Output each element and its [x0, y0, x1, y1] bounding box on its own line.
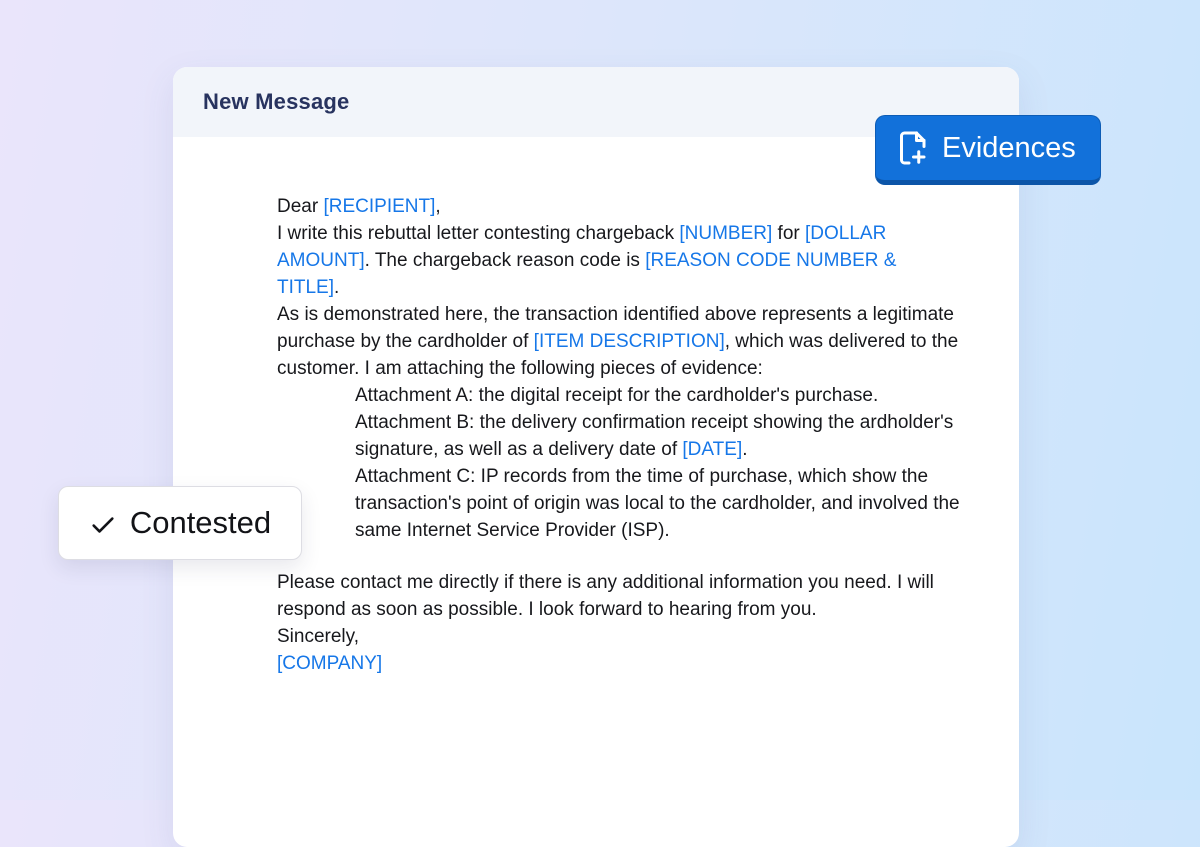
placeholder-token: [ITEM DESCRIPTION]	[533, 331, 725, 352]
evidences-button[interactable]	[875, 115, 1101, 185]
email-signature	[277, 650, 963, 677]
placeholder-token: [DATE]	[682, 439, 743, 460]
contested-status-badge	[58, 486, 302, 560]
attachment-item: Attachment B: the delivery confirmation receipt showing the ardholder's signature, as well as a delivery date of [DATE].	[355, 412, 954, 460]
placeholder-token: [RECIPIENT]	[323, 196, 436, 217]
check-icon	[89, 508, 117, 539]
contested-badge-label: Contested	[129, 505, 272, 540]
email-compose-area[interactable]	[173, 137, 1019, 677]
file-plus-icon	[894, 130, 930, 166]
email-sign-off: Sincerely,	[277, 626, 360, 647]
placeholder-token: [DOLLAR AMOUNT]	[277, 223, 887, 271]
placeholder-token: [COMPANY]	[277, 653, 383, 674]
email-paragraph: I write this rebuttal letter contesting chargeback [NUMBER] for [DOLLAR AMOUNT]. The chargeback reason code is [REASON CODE NUMBER & TITLE].	[277, 223, 897, 298]
email-paragraph: Please contact me directly if there is any additional information you need. I will respond as soon as possible. I look forward to hearing from you.	[277, 572, 934, 620]
attachment-item: Attachment C: IP records from the time of purchase, which show the transaction's point of origin was local to the cardholder, and involved the same Internet Service Provider (ISP).	[355, 466, 960, 541]
window-title: New Message	[203, 89, 350, 114]
placeholder-token: [NUMBER]	[679, 223, 773, 244]
email-greeting: Dear [RECIPIENT],	[277, 196, 441, 217]
attachment-list	[355, 382, 963, 544]
evidences-button-label: Evidences	[942, 131, 1076, 164]
email-paragraph: As is demonstrated here, the transaction identified above represents a legitimate purchase by the cardholder of [ITEM DESCRIPTION], which was delivered to the customer. I am attaching the following pieces of evidence:	[277, 304, 959, 379]
placeholder-token: [REASON CODE NUMBER & TITLE]	[277, 250, 897, 298]
attachment-item: Attachment A: the digital receipt for the cardholder's purchase.	[355, 385, 879, 406]
